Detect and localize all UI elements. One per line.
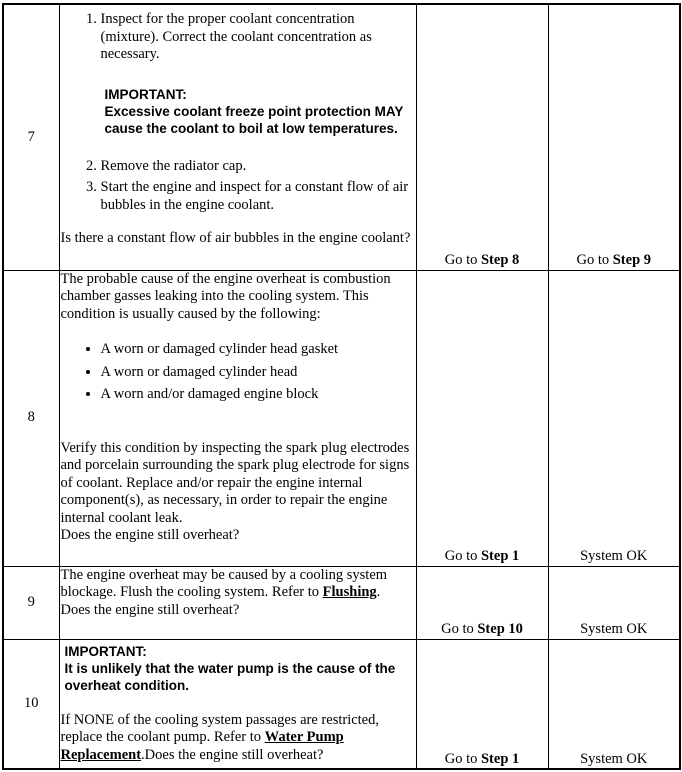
yes-cell [416, 270, 548, 566]
important-label: IMPORTANT: [64, 643, 147, 659]
list-item: 3. Start the engine and inspect for a constant flow of air bubbles in the engine coolant. [101, 179, 415, 214]
yes-prefix: Go to [444, 252, 481, 268]
important-label: IMPORTANT: [104, 86, 187, 102]
no-prefix: Go to [576, 252, 613, 268]
yes-prefix: Go to [444, 548, 481, 564]
action-text [61, 712, 415, 765]
list-item: 1. Inspect for the proper coolant concentration (mixture). Correct the coolant concentration as necessary. [101, 11, 415, 64]
action-cell [59, 566, 416, 639]
yes-prefix: Go to [441, 621, 478, 637]
step-number: 8 [3, 270, 59, 566]
question: Is there a constant flow of air bubbles in the engine coolant? [60, 230, 411, 246]
question: Does the engine still overheat? [60, 601, 240, 618]
yes-step-link[interactable]: Step 1 [480, 548, 520, 564]
important-note [105, 86, 415, 137]
water-pump-replacement-link[interactable]: Water Pump Replacement [60, 729, 344, 763]
action-text-before: The engine overheat may be caused by a cooling system blockage. Flush the cooling system. Refer to [60, 566, 388, 600]
yes-cell [416, 639, 548, 769]
yes-cell [416, 566, 548, 639]
question: .Does the engine still overheat? [141, 746, 324, 763]
important-text: It is unlikely that the water pump is the cause of the overheat condition. [64, 660, 396, 693]
action-cell [59, 639, 416, 769]
intro-text: The probable cause of the engine overheat is combustion chamber gasses leaking into the cooling system. This condition is usually caused by the following: [60, 270, 391, 322]
list-item: • A worn and/or damaged engine block [101, 386, 415, 404]
yes-prefix: Go to [444, 750, 481, 767]
cause-list [61, 341, 415, 404]
no-step-link[interactable]: Step 9 [612, 252, 652, 268]
yes-step-link[interactable]: Step 8 [480, 252, 520, 268]
action-text [61, 567, 415, 602]
no-cell: System OK [548, 270, 680, 566]
flushing-link[interactable]: Flushing [322, 584, 377, 600]
action-text-after: . [376, 584, 381, 600]
no-cell [548, 4, 680, 270]
no-cell: System OK [548, 566, 680, 639]
list-item: • A worn or damaged cylinder head [101, 364, 415, 382]
important-text: Excessive coolant freeze point protection MAY cause the coolant to boil at low temperatures. [104, 103, 404, 136]
table-row [3, 270, 680, 566]
verify-text: Verify this condition by inspecting the spark plug electrodes and porcelain surrounding the spark plug electrode for signs of coolant. Replace and/or repair the engine internal component(s), as necessary, in order to repair the engine internal coolant leak. [60, 439, 410, 526]
action-text-before: If NONE of the cooling system passages are restricted, replace the coolant pump. Refer to [60, 711, 379, 745]
diagnostic-table [2, 3, 681, 770]
step-list [61, 158, 415, 215]
table-row [3, 4, 680, 270]
step-number: 9 [3, 566, 59, 639]
important-note [65, 643, 415, 694]
action-cell [59, 4, 416, 270]
action-cell [59, 270, 416, 566]
list-item: • A worn or damaged cylinder head gasket [101, 341, 415, 359]
yes-step-link[interactable]: Step 10 [477, 621, 523, 637]
question: Does the engine still overheat? [60, 527, 240, 543]
table-row [3, 566, 680, 639]
yes-cell [416, 4, 548, 270]
step-list [61, 11, 415, 64]
step-number: 10 [3, 639, 59, 769]
step-number: 7 [3, 4, 59, 270]
no-cell: System OK [548, 639, 680, 769]
list-item: 2. Remove the radiator cap. [101, 158, 415, 176]
yes-step-link[interactable]: Step 1 [480, 750, 520, 767]
table-row [3, 639, 680, 769]
